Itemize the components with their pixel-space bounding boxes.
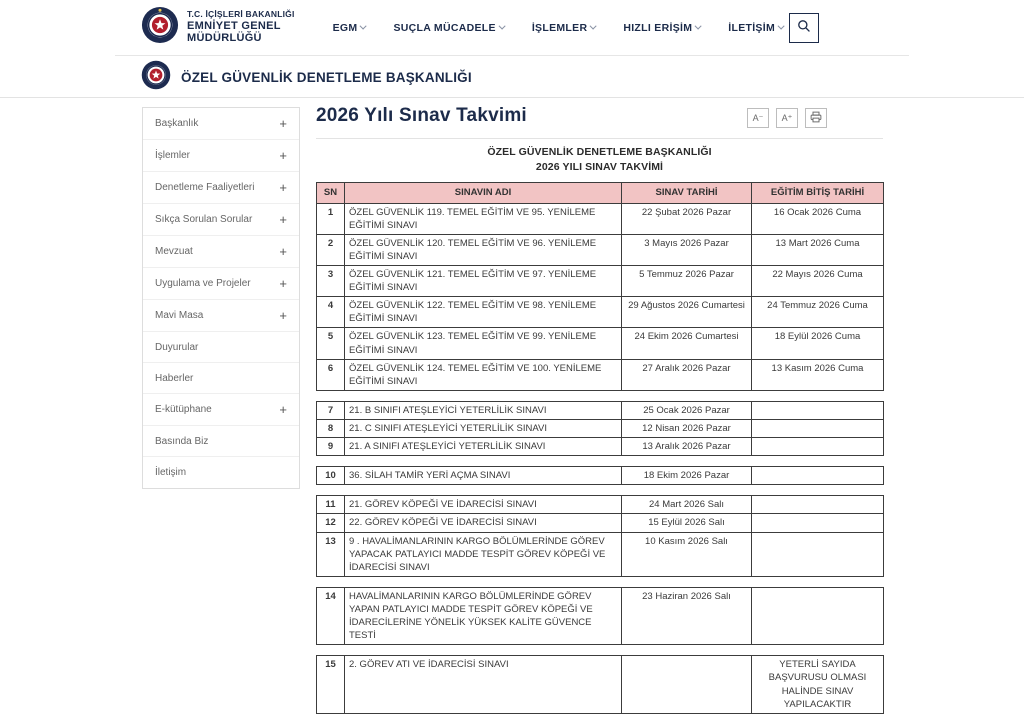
sidebar-item-11[interactable] [143, 426, 299, 457]
education-end-date-cell: 18 Eylül 2026 Cuma [752, 328, 884, 359]
exam-date-cell: 12 Nisan 2026 Pazar [622, 419, 752, 437]
sidebar-item-6[interactable] [143, 268, 299, 300]
exam-name-cell: 21. GÖREV KÖPEĞİ VE İDARECİSİ SINAVI [345, 496, 622, 514]
org-name-line2: MÜDÜRLÜĞÜ [187, 32, 262, 45]
main-navigation [333, 22, 785, 34]
column-header: EĞİTİM BİTİŞ TARİHİ [752, 183, 884, 203]
education-end-date-cell: 24 Temmuz 2026 Cuma [752, 297, 884, 328]
education-end-date-cell: 22 Mayıs 2026 Cuma [752, 265, 884, 296]
exam-date-cell: 27 Aralık 2026 Pazar [622, 359, 752, 390]
exam-name-cell: HAVALİMANLARININ KARGO BÖLÜMLERİNDE GÖREV YAPAN PATLAYICI MADDE TESPİT GÖREV KÖPEĞİ VE İDARECİLERİNE YÖNELİK YÜKSEK KALİTE GÜVENCE TESTİ [345, 587, 622, 644]
education-end-date-cell [752, 467, 884, 485]
exam-schedule-tables [316, 182, 883, 713]
exam-date-cell: 29 Ağustos 2026 Cumartesi [622, 297, 752, 328]
sidebar-item-2[interactable] [143, 140, 299, 172]
department-header [141, 58, 472, 96]
expand-plus-icon: + [279, 402, 287, 417]
sidebar-item-12[interactable] [143, 457, 299, 488]
education-end-date-cell: YETERLİ SAYIDA BAŞVURUSU OLMASI HALİNDE SINAV YAPILACAKTIR [752, 656, 884, 713]
sidebar-item-5[interactable] [143, 236, 299, 268]
police-emblem-icon-small [141, 60, 171, 95]
table-row [317, 359, 884, 390]
education-end-date-cell [752, 532, 884, 576]
table-row [317, 297, 884, 328]
exam-date-cell: 10 Kasım 2026 Salı [622, 532, 752, 576]
search-button[interactable] [789, 13, 819, 43]
education-end-date-cell [752, 514, 884, 532]
sn-cell: 1 [317, 203, 345, 234]
expand-plus-icon: + [279, 116, 287, 131]
nav-item-label: İLETİŞİM [728, 21, 775, 34]
nav-item-3[interactable] [532, 22, 597, 34]
sn-cell: 8 [317, 419, 345, 437]
page-title: 2026 Yılı Sınav Takvimi [316, 105, 527, 126]
table-row [317, 467, 884, 485]
sn-cell: 12 [317, 514, 345, 532]
exam-name-cell: 21. C SINIFI ATEŞLEYİCİ YETERLİLİK SINAVI [345, 419, 622, 437]
chevron-down-icon [498, 23, 505, 30]
department-title: ÖZEL GÜVENLİK DENETLEME BAŞKANLIĞI [181, 69, 472, 85]
sn-cell: 10 [317, 467, 345, 485]
ministry-name: T.C. İÇİŞLERİ BAKANLIĞI [187, 8, 295, 19]
main-content [316, 105, 883, 724]
nav-item-2[interactable] [393, 22, 505, 34]
education-end-date-cell [752, 438, 884, 456]
sn-cell: 11 [317, 496, 345, 514]
nav-item-label: EGM [332, 21, 358, 34]
education-end-date-cell: 13 Mart 2026 Cuma [752, 234, 884, 265]
table-row [317, 265, 884, 296]
sidebar-menu [142, 107, 300, 489]
exam-name-cell: 2. GÖREV ATI VE İDARECİSİ SINAVI [345, 656, 622, 713]
nav-item-5[interactable] [728, 22, 785, 34]
table-heading-line2: 2026 YILI SINAV TAKVİMİ [535, 161, 664, 174]
expand-plus-icon: + [279, 276, 287, 291]
sidebar-item-label: Uygulama ve Projeler [155, 278, 251, 289]
sidebar-item-3[interactable] [143, 172, 299, 204]
expand-plus-icon: + [279, 244, 287, 259]
exam-date-cell: 22 Şubat 2026 Pazar [622, 203, 752, 234]
exam-date-cell: 18 Ekim 2026 Pazar [622, 467, 752, 485]
sidebar-item-label: İşlemler [155, 150, 191, 161]
sidebar-item-4[interactable] [143, 204, 299, 236]
exam-name-cell: ÖZEL GÜVENLİK 120. TEMEL EĞİTİM VE 96. YENİLEME EĞİTİMİ SINAVI [345, 234, 622, 265]
sidebar-item-label: Başkanlık [155, 118, 199, 129]
subheader-divider [0, 97, 1024, 98]
table-row [317, 328, 884, 359]
exam-table-group-5 [316, 587, 884, 645]
nav-item-label: SUÇLA MÜCADELE [393, 21, 496, 34]
exam-date-cell: 25 Ocak 2026 Pazar [622, 401, 752, 419]
exam-name-cell: ÖZEL GÜVENLİK 123. TEMEL EĞİTİM VE 99. YENİLEME EĞİTİMİ SINAVI [345, 328, 622, 359]
expand-plus-icon: + [279, 308, 287, 323]
sidebar-item-label: Sıkça Sorulan Sorular [155, 214, 253, 225]
table-row [317, 401, 884, 419]
sn-cell: 2 [317, 234, 345, 265]
sn-cell: 7 [317, 401, 345, 419]
print-button[interactable] [805, 108, 827, 128]
nav-item-4[interactable] [623, 22, 702, 34]
column-header: SINAV TARİHİ [622, 183, 752, 203]
table-heading-line1: ÖZEL GÜVENLİK DENETLEME BAŞKANLIĞI [487, 146, 712, 158]
sidebar-item-9[interactable] [143, 363, 299, 394]
search-icon [797, 19, 811, 36]
sidebar-item-label: Mevzuat [155, 246, 193, 257]
org-name-line1: EMNİYET GENEL [187, 19, 281, 32]
sidebar-item-label: E-kütüphane [155, 404, 212, 415]
exam-date-cell [622, 656, 752, 713]
sidebar-item-7[interactable] [143, 300, 299, 332]
table-row [317, 203, 884, 234]
exam-name-cell: 22. GÖREV KÖPEĞİ VE İDARECİSİ SINAVI [345, 514, 622, 532]
table-row [317, 587, 884, 644]
nav-item-label: İŞLEMLER [531, 21, 588, 34]
sn-cell: 14 [317, 587, 345, 644]
chevron-down-icon [590, 23, 597, 30]
exam-date-cell: 23 Haziran 2026 Salı [622, 587, 752, 644]
chevron-down-icon [695, 23, 702, 30]
exam-table-group-1 [316, 182, 884, 390]
sn-cell: 15 [317, 656, 345, 713]
education-end-date-cell [752, 401, 884, 419]
table-row [317, 419, 884, 437]
exam-date-cell: 24 Mart 2026 Salı [622, 496, 752, 514]
exam-name-cell: ÖZEL GÜVENLİK 124. TEMEL EĞİTİM VE 100. YENİLEME EĞİTİMİ SINAVI [345, 359, 622, 390]
header-divider [115, 55, 909, 56]
sidebar-item-label: Haberler [155, 372, 194, 384]
exam-name-cell: 21. B SINIFI ATEŞLEYİCİ YETERLİLİK SINAVI [345, 401, 622, 419]
expand-plus-icon: + [279, 148, 287, 163]
table-row [317, 532, 884, 576]
table-row [317, 234, 884, 265]
table-row [317, 514, 884, 532]
title-divider [316, 138, 883, 139]
education-end-date-cell [752, 587, 884, 644]
nav-item-label: HIZLI ERİŞİM [623, 21, 693, 34]
sidebar-item-label: Basında Biz [155, 435, 209, 447]
exam-date-cell: 3 Mayıs 2026 Pazar [622, 234, 752, 265]
education-end-date-cell: 16 Ocak 2026 Cuma [752, 203, 884, 234]
education-end-date-cell [752, 496, 884, 514]
column-header: SINAVIN ADI [345, 183, 622, 203]
sidebar-item-label: İletişim [155, 467, 187, 478]
print-icon [810, 111, 822, 125]
sidebar-item-10[interactable] [143, 394, 299, 426]
sidebar-item-1[interactable] [143, 108, 299, 140]
sn-cell: 9 [317, 438, 345, 456]
exam-table-group-2 [316, 401, 884, 456]
top-header-bar [0, 0, 1024, 55]
font-increase-button[interactable]: A⁺ [776, 108, 798, 128]
exam-date-cell: 13 Aralık 2026 Pazar [622, 438, 752, 456]
exam-date-cell: 24 Ekim 2026 Cumartesi [622, 328, 752, 359]
column-header: SN [317, 183, 345, 203]
sn-cell: 13 [317, 532, 345, 576]
sn-cell: 5 [317, 328, 345, 359]
sn-cell: 4 [317, 297, 345, 328]
table-row [317, 656, 884, 713]
exam-table-group-3 [316, 466, 884, 485]
table-header-row [317, 183, 884, 203]
exam-name-cell: ÖZEL GÜVENLİK 122. TEMEL EĞİTİM VE 98. YENİLEME EĞİTİMİ SINAVI [345, 297, 622, 328]
expand-plus-icon: + [279, 212, 287, 227]
sidebar-item-label: Duyurular [155, 341, 199, 353]
exam-name-cell: 21. A SINIFI ATEŞLEYİCİ YETERLİLİK SINAVI [345, 438, 622, 456]
chevron-down-icon [778, 23, 785, 30]
sn-cell: 6 [317, 359, 345, 390]
exam-name-cell: ÖZEL GÜVENLİK 121. TEMEL EĞİTİM VE 97. YENİLEME EĞİTİMİ SINAVI [345, 265, 622, 296]
table-row [317, 496, 884, 514]
sidebar-item-label: Mavi Masa [155, 310, 204, 321]
nav-item-1[interactable] [333, 22, 368, 34]
exam-name-cell: 9 . HAVALİMANLARININ KARGO BÖLÜMLERİNDE GÖREV YAPACAK PATLAYICI MADDE TESPİT GÖREV KÖPEĞİ VE İDARECİSİ SINAVI [345, 532, 622, 576]
exam-date-cell: 5 Temmuz 2026 Pazar [622, 265, 752, 296]
education-end-date-cell [752, 419, 884, 437]
sidebar-item-8[interactable] [143, 332, 299, 363]
police-emblem-icon [141, 6, 179, 49]
exam-table-group-4 [316, 495, 884, 577]
exam-name-cell: 36. SİLAH TAMİR YERİ AÇMA SINAVI [345, 467, 622, 485]
exam-name-cell: ÖZEL GÜVENLİK 119. TEMEL EĞİTİM VE 95. YENİLEME EĞİTİMİ SINAVI [345, 203, 622, 234]
sidebar-item-label: Denetleme Faaliyetleri [155, 182, 255, 193]
table-row [317, 438, 884, 456]
expand-plus-icon: + [279, 180, 287, 195]
egm-logo[interactable] [141, 6, 295, 49]
chevron-down-icon [360, 23, 367, 30]
font-decrease-button[interactable]: A⁻ [747, 108, 769, 128]
sn-cell: 3 [317, 265, 345, 296]
education-end-date-cell: 13 Kasım 2026 Cuma [752, 359, 884, 390]
exam-table-group-6 [316, 655, 884, 713]
exam-date-cell: 15 Eylül 2026 Salı [622, 514, 752, 532]
